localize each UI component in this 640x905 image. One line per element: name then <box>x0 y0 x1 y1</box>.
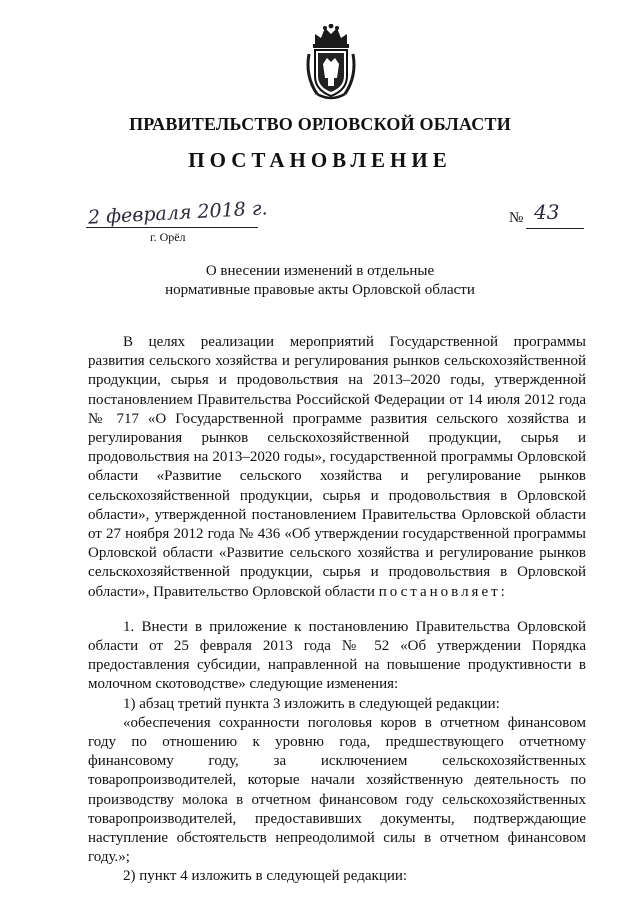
document-subject <box>0 262 640 300</box>
quote-1-paragraph: «обеспечения сохранности поголовья коров в отчетном финансовом году по отношению к уровню года, предшествующего отчетному финансовому году, за исключением сельскохозяйственных товаропроизводителей, которые начали хозяйственную деятельность по производству молока в отчетном финансовом году сельскохозяйственных товаропроизводителей, предоставивших документы, подтверждающие наступление обстоятельств непреодолимой силы в отчетном финансовом году.»; <box>88 714 586 866</box>
organization-name: ПРАВИТЕЛЬСТВО ОРЛОВСКОЙ ОБЛАСТИ <box>129 114 511 134</box>
preamble-verb: постановляет: <box>378 583 508 600</box>
subject-line-1: О внесении изменений в отдельные <box>205 263 435 279</box>
subject-line-2: нормативные правовые акты Орловской области <box>165 282 475 298</box>
preamble-text: В целях реализации мероприятий Государственной программы развития сельского хозяйства и регулирования рынков сельскохозяйственной продукции, сырья и продовольствия на 2013–2020 годы, утвержденной постановлением Правительства Российской Федерации от 14 июля 2012 года № 717 «О Государственной программе развития сельского хозяйства и регулирования рынков сельскохозяйственной продукции, сырья и продовольствия на 2013–2020 годы», государственной программы Орловской области «Развитие сельского хозяйства и регулирование рынков сельскохозяйственной продукции, сырья и продовольствия в Орловской области», утвержденной постановлением Правительства Орловской области от 27 ноября 2012 года № 436 «Об утверждении государственной программы Орловской области «Развитие сельского хозяйства и регулирование рынков сельскохозяйственной продукции, сырья и продовольствия в Орловской области», Правительство Орловской области <box>88 334 586 600</box>
coat-of-arms-emblem <box>303 24 359 102</box>
date-underline <box>86 227 258 228</box>
item-1-paragraph: 1. Внести в приложение к постановлению Правительства Орловской области от 25 февраля 2013 года № 52 «Об утверждении Порядка предоставления субсидии, направленной на повышение продуктивности в молочном скотоводстве» следующие изменения: <box>88 618 586 693</box>
document-type: ПОСТАНОВЛЕНИЕ <box>188 148 452 172</box>
handwritten-number: 43 <box>534 200 560 224</box>
subitem-1-paragraph: 1) абзац третий пункта 3 изложить в следующей редакции: <box>123 695 500 712</box>
handwritten-date: 2 февраля 2018 г. <box>87 197 268 229</box>
subitem-2-paragraph: 2) пункт 4 изложить в следующей редакции: <box>123 868 408 885</box>
city-label: г. Орёл <box>150 230 186 244</box>
number-label: № <box>509 210 524 226</box>
number-underline <box>526 228 584 229</box>
preamble-paragraph <box>88 333 586 602</box>
document-body <box>88 333 586 887</box>
